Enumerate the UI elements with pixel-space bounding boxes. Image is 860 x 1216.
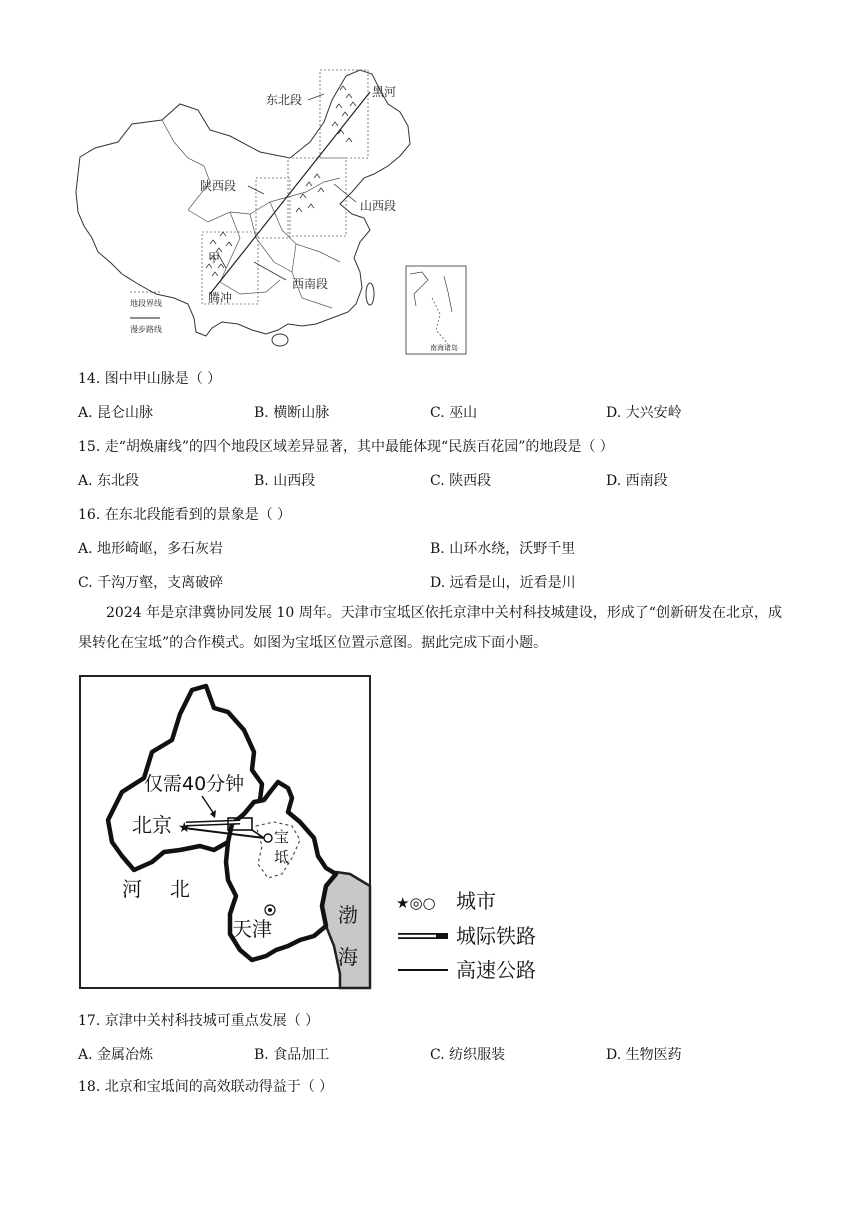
baodi-label-2: 坻 [274, 848, 290, 866]
shanxi-section-box [288, 158, 346, 236]
question-16-stem: 16. 在东北段能看到的景象是（ ） [78, 507, 292, 523]
q15-option-d[interactable]: D. 西南段 [606, 473, 668, 489]
hainan-island [272, 334, 288, 346]
question-15-stem: 15. 走“胡焕庸线”的四个地段区域差异显著，其中最能体现“民族百花园”的地段是（ ） [78, 439, 614, 455]
legend-highway-label: 高速公路 [456, 958, 536, 982]
q16-option-b[interactable]: B. 山环水绕，沃野千里 [430, 541, 576, 557]
q17-option-d[interactable]: D. 生物医药 [606, 1047, 682, 1063]
q15-option-a[interactable]: A. 东北段 [78, 473, 140, 489]
baodi-label-1: 宝 [274, 828, 290, 846]
q14-option-d[interactable]: D. 大兴安岭 [606, 405, 682, 421]
q17-option-a[interactable]: A. 金属冶炼 [78, 1047, 154, 1063]
tianjin-city-icon-inner [268, 908, 272, 912]
legend-city-label: 城市 [456, 889, 496, 913]
q16-option-a[interactable]: A. 地形崎岖，多石灰岩 [78, 541, 224, 557]
tianjin-label: 天津 [232, 917, 272, 941]
bohai-label-1: 渤 [338, 903, 358, 927]
q17-option-b[interactable]: B. 食品加工 [254, 1047, 330, 1063]
question-17-stem: 17. 京津中关村科技城可重点发展（ ） [78, 1013, 320, 1029]
label-shanxi: 山西段 [360, 199, 397, 213]
legend-rail-label: 城际铁路 [456, 924, 536, 948]
label-shaanxi: 陕西段 [200, 179, 237, 193]
south-china-sea-inset [406, 266, 466, 354]
beijing-label: 北京 [132, 813, 172, 837]
legend-boundary-label: 地段界线 [130, 299, 162, 308]
q14-option-b[interactable]: B. 横断山脉 [254, 405, 330, 421]
label-northeast: 东北段 [266, 93, 303, 107]
bohai-label-2: 海 [338, 945, 358, 969]
legend-route-label: 漫步路线 [130, 325, 162, 334]
label-tengchong: 腾冲 [208, 291, 233, 305]
label-heihe: 黑河 [372, 85, 397, 99]
question-18-stem: 18. 北京和宝坻间的高效联动得益于（ ） [78, 1079, 334, 1095]
q14-option-c[interactable]: C. 巫山 [430, 405, 478, 421]
time-note-label: 仅需40分钟 [144, 773, 245, 795]
label-jia: 甲 [208, 251, 221, 265]
question-14-stem: 14. 图中甲山脉是（ ） [78, 371, 222, 387]
label-southwest: 西南段 [292, 277, 329, 291]
q15-option-c[interactable]: C. 陕西段 [430, 473, 492, 489]
taiwan-island [366, 283, 374, 305]
legend-city-symbols: ★◎○ [396, 894, 436, 912]
beijing-star-icon: ★ [178, 820, 191, 836]
q16-option-c[interactable]: C. 千沟万壑，支离破碎 [78, 575, 224, 591]
hebei-label-2: 北 [170, 877, 190, 901]
q15-option-b[interactable]: B. 山西段 [254, 473, 316, 489]
baodi-city-icon [264, 834, 272, 842]
baodi-map-figure [78, 674, 558, 992]
passage: 2024 年是京津冀协同发展 10 周年。天津市宝坻区依托京津中关村科技城建设，形成了“创新研发在北京，成果转化在宝坻”的合作模式。如图为宝坻区位置示意图。据此完成下面小题。 [78, 605, 782, 651]
q16-option-d[interactable]: D. 远看是山，近看是川 [430, 575, 576, 591]
china-map-figure [70, 62, 480, 358]
inset-label: 南海诸岛 [430, 344, 458, 352]
q17-option-c[interactable]: C. 纺织服装 [430, 1047, 506, 1063]
hebei-label-1: 河 [122, 877, 142, 901]
q14-option-a[interactable]: A. 昆仑山脉 [78, 405, 154, 421]
